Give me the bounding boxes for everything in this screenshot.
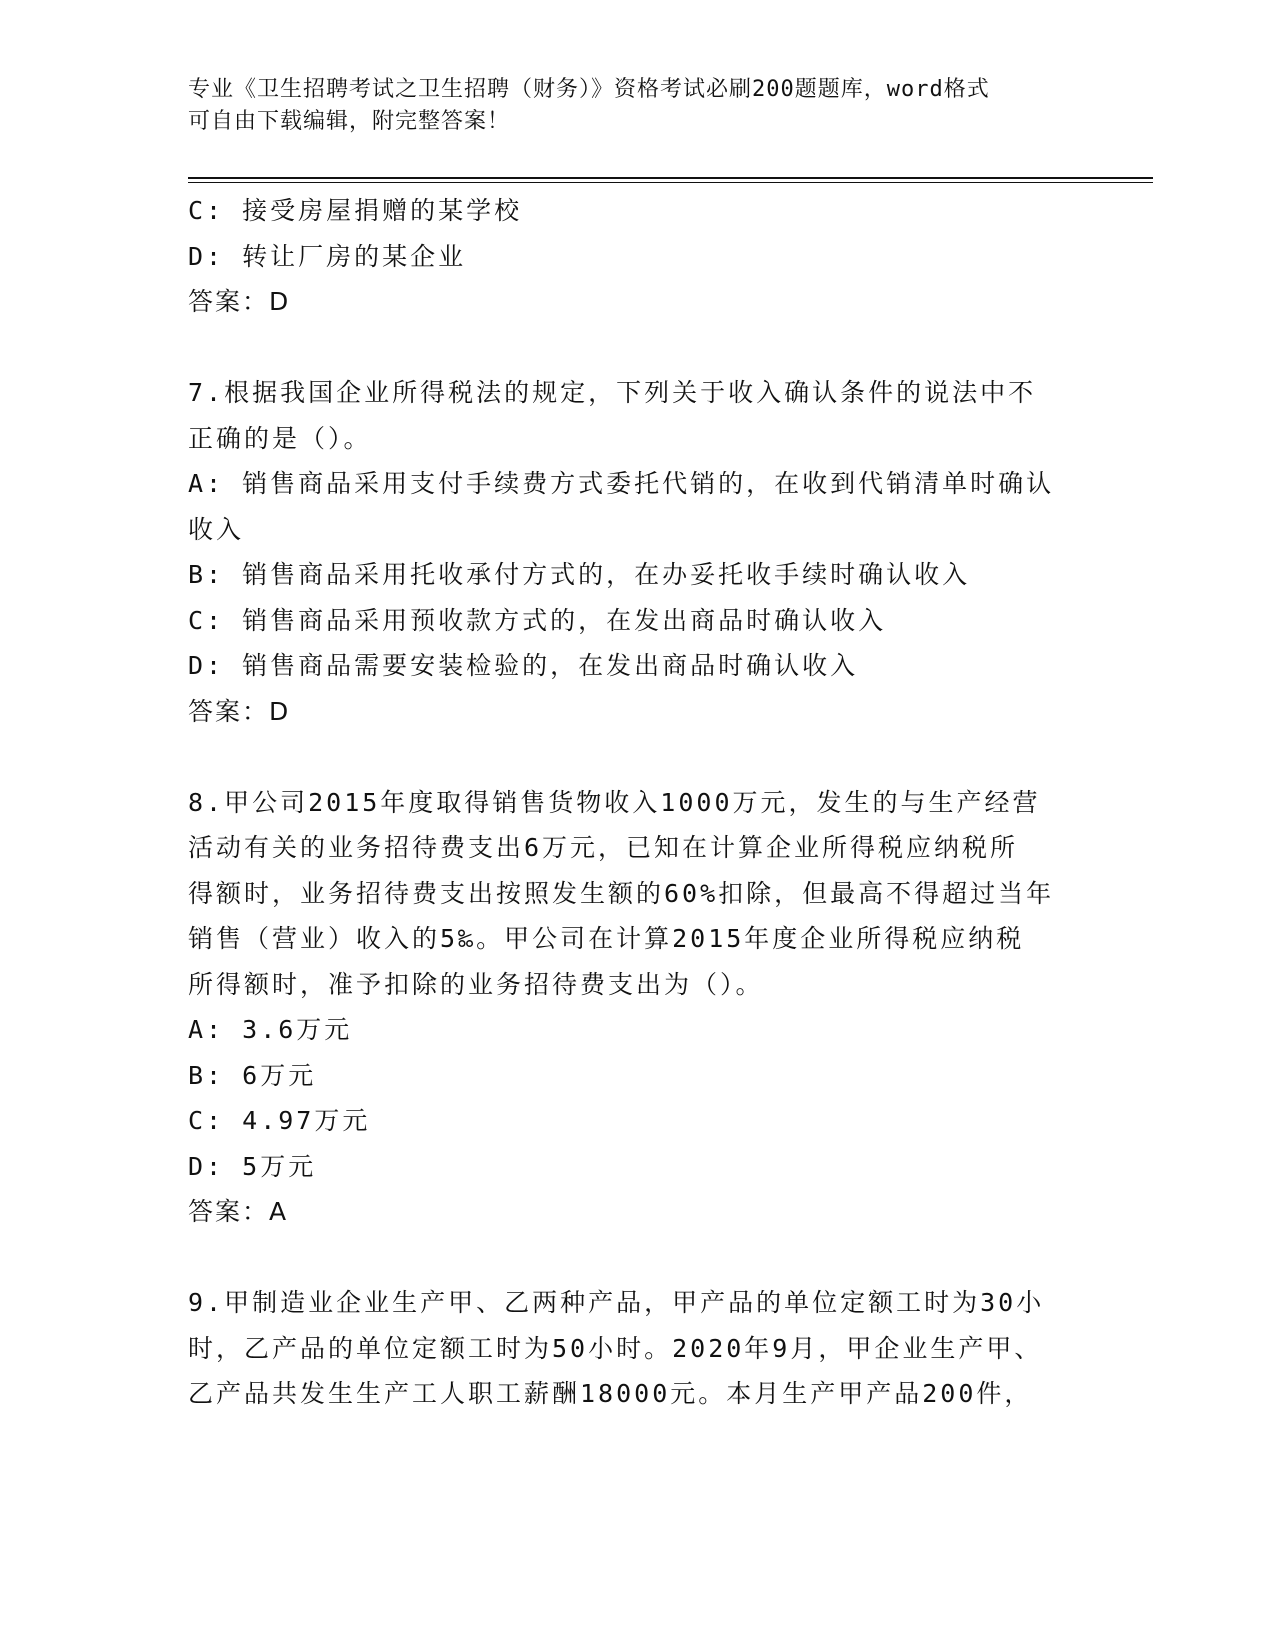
q7-option-c: C: 销售商品采用预收款方式的，在发出商品时确认收入 bbox=[188, 605, 887, 635]
question-6-tail bbox=[188, 188, 1088, 325]
page-header bbox=[188, 74, 1088, 138]
header-line-1: 专业《卫生招聘考试之卫生招聘（财务）》资格考试必刷200题题库，word格式 bbox=[188, 77, 990, 102]
header-rule-thick bbox=[188, 177, 1153, 179]
q8-stem-line-4: 销售（营业）收入的5‰。甲公司在计算2015年度企业所得税应纳税 bbox=[188, 924, 1025, 953]
header-rule-thin bbox=[188, 182, 1153, 183]
q6-answer: 答案：D bbox=[188, 287, 291, 316]
q8-answer: 答案：A bbox=[188, 1197, 289, 1226]
q6-option-d: D: 转让厂房的某企业 bbox=[188, 241, 467, 271]
q7-option-d: D: 销售商品需要安装检验的，在发出商品时确认收入 bbox=[188, 651, 859, 680]
q7-option-a-line-2: 收入 bbox=[188, 514, 245, 544]
q7-answer: 答案：D bbox=[188, 696, 291, 726]
question-9 bbox=[188, 1280, 1088, 1417]
q8-option-a: A: 3.6万元 bbox=[188, 1015, 353, 1044]
q8-stem-line-5: 所得额时，准予扣除的业务招待费支出为（）。 bbox=[188, 969, 764, 999]
q9-stem-line-2: 时，乙产品的单位定额工时为50小时。2020年9月，甲企业生产甲、 bbox=[188, 1333, 1043, 1363]
q8-stem-line-2: 活动有关的业务招待费支出6万元，已知在计算企业所得税应纳税所 bbox=[188, 833, 1019, 862]
q7-stem-line-1: 7.根据我国企业所得税法的规定，下列关于收入确认条件的说法中不 bbox=[188, 378, 1037, 407]
q7-option-b: B: 销售商品采用托收承付方式的，在办妥托收手续时确认收入 bbox=[188, 560, 971, 589]
spacer bbox=[188, 1235, 1088, 1281]
question-8 bbox=[188, 780, 1088, 1235]
q9-stem-line-3: 乙产品共发生生产工人职工薪酬18000元。本月生产甲产品200件， bbox=[188, 1379, 1033, 1408]
question-content bbox=[188, 188, 1088, 1417]
q8-option-b: B: 6万元 bbox=[188, 1060, 317, 1090]
q9-stem-line-1: 9.甲制造业企业生产甲、乙两种产品，甲产品的单位定额工时为30小 bbox=[188, 1288, 1045, 1317]
q7-stem-line-2: 正确的是（）。 bbox=[188, 423, 372, 453]
spacer bbox=[188, 325, 1088, 371]
q8-option-d: D: 5万元 bbox=[188, 1151, 317, 1181]
q8-option-c: C: 4.97万元 bbox=[188, 1106, 371, 1135]
q8-stem-line-3: 得额时，业务招待费支出按照发生额的60%扣除，但最高不得超过当年 bbox=[188, 878, 1055, 908]
question-7 bbox=[188, 370, 1088, 734]
header-line-2: 可自由下载编辑，附完整答案！ bbox=[188, 109, 511, 134]
q6-option-c: C: 接受房屋捐赠的某学校 bbox=[188, 196, 523, 225]
q8-stem-line-1: 8.甲公司2015年度取得销售货物收入1000万元，发生的与生产经营 bbox=[188, 787, 1041, 817]
q7-option-a-line-1: A: 销售商品采用支付手续费方式委托代销的，在收到代销清单时确认 bbox=[188, 469, 1055, 498]
spacer bbox=[188, 734, 1088, 780]
